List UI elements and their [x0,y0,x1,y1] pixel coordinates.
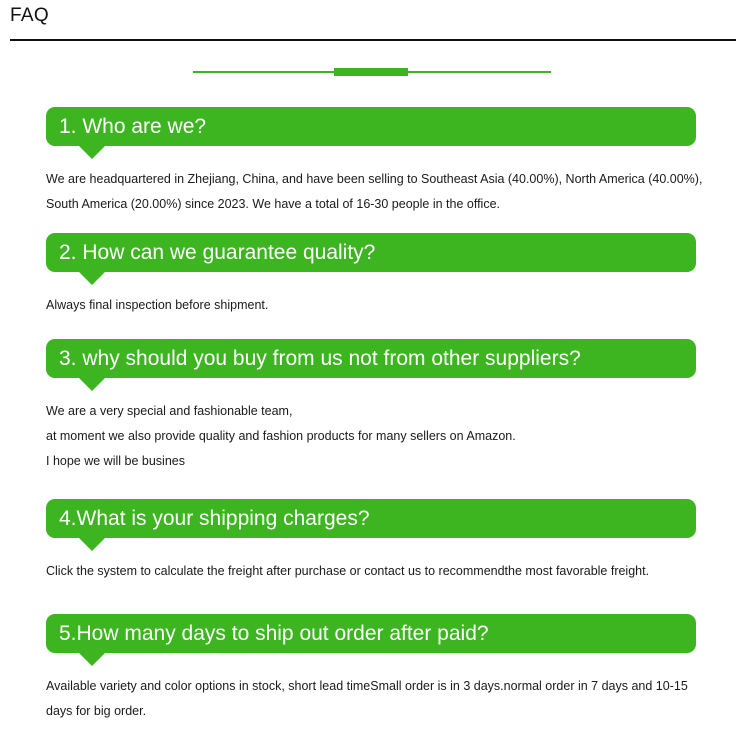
decorative-divider-accent [334,68,408,76]
answer-line: at moment we also provide quality and fashion products for many sellers on Amazon. [46,429,516,443]
answer-line: We are headquartered in Zhejiang, China, and have been selling to Southeast Asia (40.00%), North America (40.00%), [46,172,703,186]
answer-line: Always final inspection before shipment. [46,298,269,312]
answer-line: days for big order. [46,704,147,718]
answer-text [46,167,716,217]
answer-text [46,399,716,474]
answer-line: Available variety and color options in stock, short lead timeSmall order is in 3 days.normal order in 7 days and 10-15 [46,679,688,693]
question-banner: 1. Who are we? [46,107,696,146]
speech-bubble-tail-icon [78,652,106,666]
question-banner: 2. How can we guarantee quality? [46,233,696,272]
question-banner: 5.How many days to ship out order after paid? [46,614,696,653]
answer-line: I hope we will be busines [46,454,185,468]
answer-text [46,674,716,724]
answer-text [46,559,716,584]
title-underline [10,39,736,41]
question-banner: 4.What is your shipping charges? [46,499,696,538]
question-banner: 3. why should you buy from us not from other suppliers? [46,339,696,378]
answer-line: We are a very special and fashionable team, [46,404,293,418]
answer-line: Click the system to calculate the freight after purchase or contact us to recommendthe most favorable freight. [46,564,650,578]
answer-line: South America (20.00%) since 2023. We have a total of 16-30 people in the office. [46,197,500,211]
speech-bubble-tail-icon [78,145,106,159]
page-title: FAQ [10,5,49,26]
answer-text [46,293,716,318]
speech-bubble-tail-icon [78,271,106,285]
speech-bubble-tail-icon [78,377,106,391]
speech-bubble-tail-icon [78,537,106,551]
